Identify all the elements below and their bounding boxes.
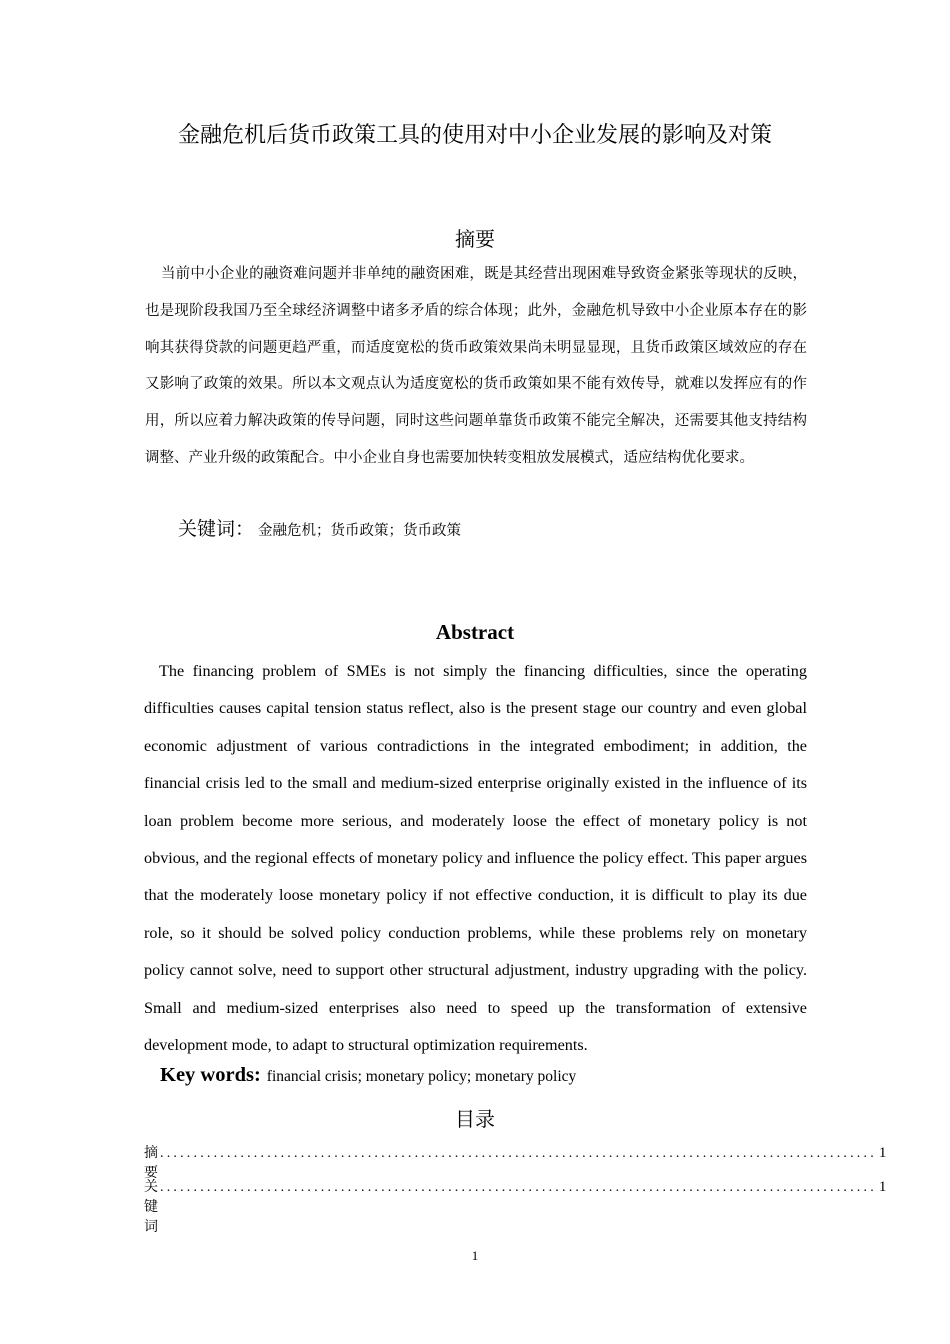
- page-number: 1: [471, 1248, 479, 1263]
- keywords-en-value: financial crisis; monetary policy; monetary policy: [266, 1068, 577, 1085]
- toc-entry-label: 摘要: [144, 1145, 158, 1181]
- keywords-cn-label: 关键词：: [178, 518, 255, 540]
- toc-entry-page: 1: [878, 1145, 887, 1161]
- keywords-cn-value: 金融危机；货币政策；货币政策: [258, 523, 462, 539]
- toc-entry-label: 关键词: [144, 1179, 158, 1235]
- keywords-cn: [178, 514, 461, 541]
- paper-title: 金融危机后货币政策工具的使用对中小企业发展的影响及对策: [177, 123, 772, 148]
- toc-leader-dots: ...........................................................................................................: [160, 1146, 877, 1161]
- toc-entry[interactable]: [144, 1176, 887, 1236]
- keywords-en: [160, 1064, 576, 1087]
- toc-entry-page: 1: [878, 1179, 887, 1195]
- toc-leader-dots: ...........................................................................................................: [160, 1180, 877, 1195]
- keywords-en-label: Key words:: [160, 1064, 261, 1086]
- abstract-en-heading: Abstract: [435, 620, 515, 644]
- abstract-cn-heading: 摘要: [455, 227, 495, 251]
- abstract-cn-body: 当前中小企业的融资难问题并非单纯的融资困难，既是其经营出现困难导致资金紧张等现状的反映，也是现阶段我国乃至全球经济调整中诸多矛盾的综合体现；此外，金融危机导致中小企业原本存在的影响其获得贷款的问题更趋严重，而适度宽松的货币政策效果尚未明显显现，且货币政策区域效应的存在又影响了政策的效果。所以本文观点认为适度宽松的货币政策如果不能有效传导，就难以发挥应有的作用，所以应着力解决政策的传导问题，同时这些问题单靠货币政策不能完全解决，还需要其他支持结构调整、产业升级的政策配合。中小企业自身也需要加快转变粗放发展模式，适应结构优化要求。: [145, 266, 807, 466]
- abstract-en-body: The financing problem of SMEs is not simply the financing difficulties, since the operating difficulties causes capital tension status reflect, also is the present stage our country and even global economic adjustment of various contradictions in the integrated embodiment; in addition, the financial crisis led to the small and medium-sized enterprise originally existed in the influence of its loan problem become more serious, and moderately loose the effect of monetary policy is not obvious, and the regional effects of monetary policy and influence the policy effect. This paper argues that the moderately loose monetary policy if not effective conduction, it is difficult to play its due role, so it should be solved policy conduction problems, while these problems rely on monetary policy cannot solve, need to support other structural adjustment, industry upgrading with the policy. Small and medium-sized enterprises also need to speed up the transformation of extensive development mode, to adapt to structural optimization requirements.: [144, 662, 807, 1055]
- toc-heading: 目录: [455, 1107, 495, 1131]
